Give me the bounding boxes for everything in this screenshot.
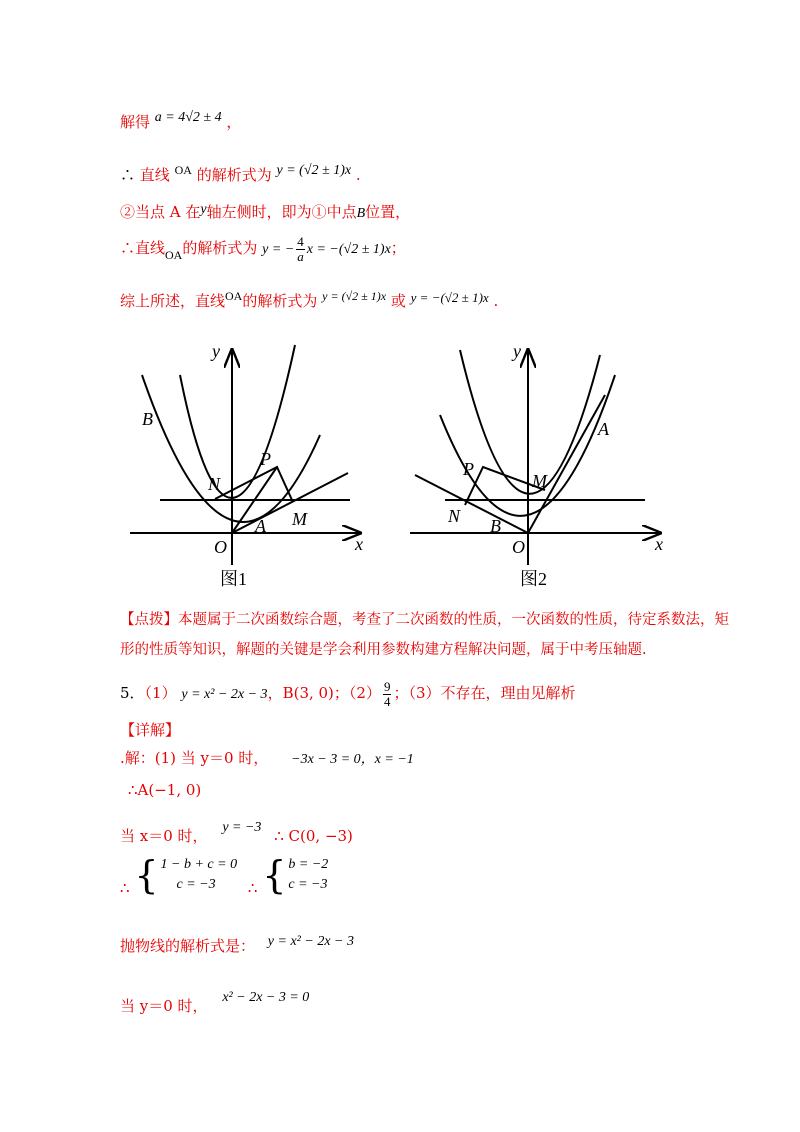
label-m: M — [292, 509, 307, 529]
text: ∴直线 — [120, 239, 166, 257]
text: . — [355, 166, 361, 184]
label-y: y — [212, 341, 220, 361]
math-y: y — [200, 202, 207, 217]
math-expr: y = − — [262, 242, 295, 257]
label-x: x — [355, 534, 363, 554]
figure-1 — [130, 345, 360, 565]
label-o: O — [512, 537, 525, 557]
figures — [120, 335, 680, 595]
detail-tag: 【详解】 — [120, 721, 181, 739]
rectangle-side — [215, 467, 292, 500]
label-n: N — [208, 474, 221, 494]
caption-fig1: 图1 — [220, 569, 247, 589]
math-b: B — [356, 206, 366, 221]
label-b: B — [142, 409, 153, 429]
math-expr: −3x − 3 = 0，x = −1 — [291, 752, 414, 767]
line-oa — [528, 395, 605, 533]
text: 解得 — [120, 113, 151, 131]
sys-row: c = −3 — [288, 877, 328, 892]
text: 综上所述，直线 — [120, 292, 226, 310]
caption-fig2: 图2 — [520, 569, 547, 589]
question-number: 5． — [120, 684, 145, 702]
text: ②当点 A 在 — [120, 203, 201, 221]
math-expr: y = x² − 2x − 3 — [181, 687, 268, 702]
detail-step-6 — [120, 988, 309, 1016]
sys-row: c = −3 — [176, 877, 216, 892]
text: 抛物线的解析式是： — [120, 937, 256, 955]
detail-step-5 — [120, 932, 354, 956]
math-expr: y = x² − 2x − 3 — [267, 934, 354, 949]
frac-num: 4 — [297, 233, 304, 249]
detail-step-1 — [120, 748, 414, 770]
label-oa: OA — [165, 248, 183, 262]
comment-line-1 — [120, 610, 729, 630]
text: 当 y＝0 时， — [120, 997, 208, 1015]
label-o: O — [214, 537, 227, 557]
comment-line-2 — [120, 640, 647, 660]
detail-step-2: ∴A(−1, 0) — [128, 781, 202, 799]
text: （1） — [144, 684, 177, 702]
text: 直线 — [139, 166, 170, 184]
text: 的解析式为 — [182, 239, 258, 257]
math-expr: x = −(√2 ± 1)x — [306, 242, 391, 257]
brace-icon: { — [262, 853, 287, 897]
therefore-symbol: ∴ — [247, 879, 258, 897]
oa-equation-line — [120, 160, 361, 185]
label-a: A — [598, 419, 609, 439]
label-y: y — [513, 341, 521, 361]
text: ，B(3, 0)；（2） — [267, 684, 381, 702]
label-p: P — [463, 459, 474, 479]
math-expr: y = −3 — [222, 820, 262, 835]
text: ； — [390, 239, 406, 257]
figure-2 — [410, 350, 660, 565]
text: . — [493, 292, 499, 310]
fraction — [296, 235, 305, 264]
detail-step-3 — [120, 818, 353, 846]
fraction — [383, 680, 392, 709]
frac-num: 9 — [383, 678, 391, 694]
text: 或 — [390, 292, 406, 310]
label-a: A — [255, 516, 266, 536]
text: 位置， — [365, 203, 411, 221]
math-expr: y = −(√2 ± 1)x — [410, 290, 489, 305]
q5-answer-line — [120, 676, 576, 712]
label-oa: OA — [174, 163, 192, 177]
math-expr: y = (√2 ± 1)x — [322, 289, 387, 303]
oa-equation-line-2 — [120, 234, 406, 269]
label-x: x — [655, 534, 663, 554]
label-b: B — [490, 516, 501, 536]
systems-line — [120, 855, 328, 898]
sys-row: b = −2 — [288, 857, 329, 872]
brace-icon: { — [134, 853, 159, 897]
math-expr: x² − 2x − 3 = 0 — [222, 990, 310, 1005]
text: 轴左侧时，即为①中点 — [206, 203, 357, 221]
parabola-narrow — [180, 345, 295, 498]
text: ∴ C(0, −3) — [274, 827, 353, 845]
text: .解：(1) 当 y＝0 时， — [120, 749, 269, 767]
label-m: M — [532, 471, 547, 491]
comment-text: 本题属于二次函数综合题，考查了二次函数的性质，一次函数的性质，待定系数法，矩 — [178, 612, 729, 628]
therefore-symbol: ∴ — [120, 879, 130, 897]
text: ；（3）不存在，理由见解析 — [393, 684, 576, 702]
comment-tag: 【点拨】 — [120, 612, 178, 628]
case-two-line — [120, 200, 410, 224]
label-n: N — [448, 506, 461, 526]
math-expr: y = (√2 ± 1)x — [276, 163, 352, 178]
sys-row: 1 − b + c = 0 — [160, 857, 238, 872]
therefore-symbol: ∴ — [120, 166, 136, 184]
text: 当 x＝0 时， — [120, 827, 208, 845]
text: 的解析式为 — [196, 166, 272, 184]
system-2 — [288, 855, 328, 895]
label-oa: OA — [225, 289, 243, 303]
frac-den: a — [297, 248, 304, 264]
math-expr: a = 4√2 ± 4 — [154, 110, 222, 125]
system-1 — [161, 855, 238, 895]
comment-text: 形的性质等知识，解题的关键是学会利用参数构建方程解决问题，属于中考压轴题. — [120, 642, 647, 658]
text: ， — [226, 113, 242, 131]
summary-line — [120, 286, 498, 311]
solve-line — [120, 108, 241, 132]
label-p: P — [260, 449, 271, 469]
frac-den: 4 — [383, 693, 391, 709]
text: 的解析式为 — [242, 292, 318, 310]
